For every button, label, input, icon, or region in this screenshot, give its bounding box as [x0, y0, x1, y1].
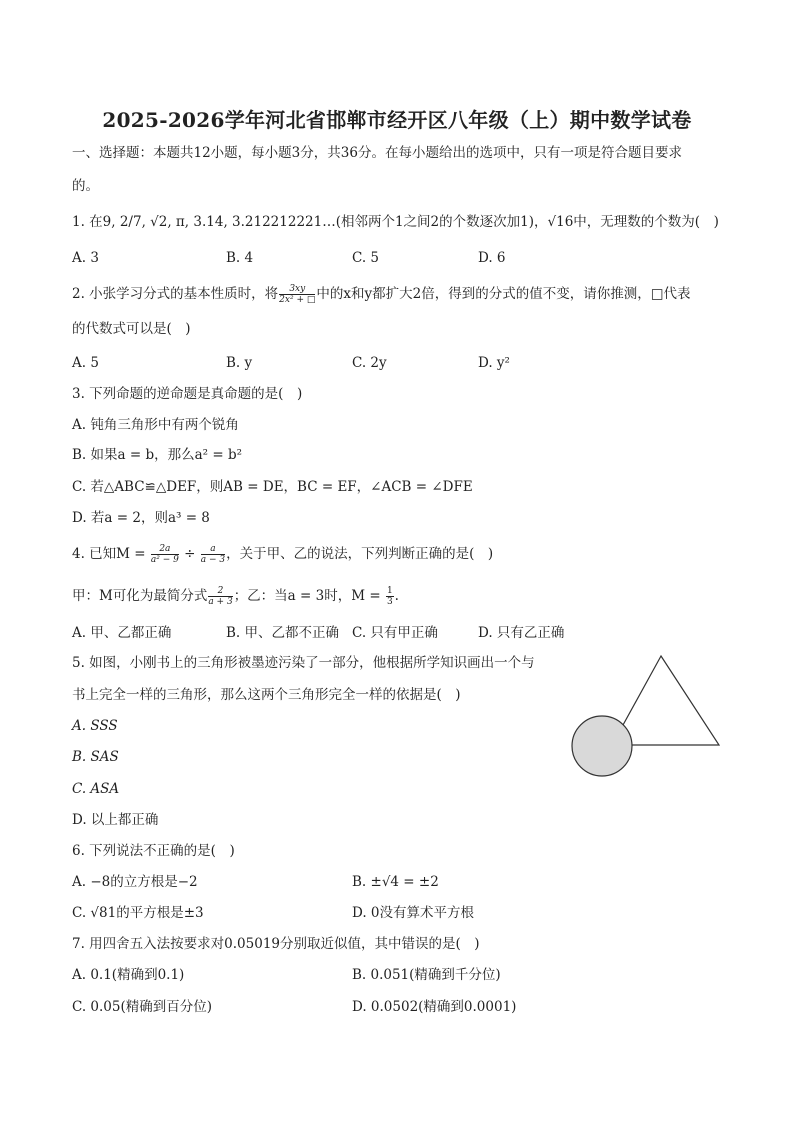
q4-fraction-4 [386, 586, 394, 607]
q7-option-b: B. 0.051(精确到千分位) [352, 967, 501, 983]
question-2-stem-cont: 的代数式可以是( ) [72, 321, 191, 337]
q4-frac3-den: a + 3 [208, 597, 233, 607]
q5-option-a: A. SSS [72, 718, 118, 734]
q3-option-a: A. 钝角三角形中有两个锐角 [72, 417, 239, 433]
q4-option-b: B. 甲、乙都不正确 [226, 625, 340, 641]
question-1-body: 9, 2/7, √2, π, 3.14, 3.212212221…(相邻两个1之间2的个数逐次加1)， [102, 214, 548, 230]
q4-fraction-3 [208, 586, 232, 607]
q4-frac3-num: 2 [208, 586, 232, 597]
question-4-stem [72, 544, 493, 565]
page-title: 2025-2026学年河北省邯郸市经开区八年级（上）期中数学试卷 [102, 108, 692, 132]
q4-fraction-2 [201, 544, 225, 565]
q6-option-b: B. ±√4 = ±2 [352, 874, 439, 890]
question-7-stem: 7. 用四舍五入法按要求对0.05019分别取近似值，其中错误的是( ) [72, 936, 480, 952]
q1-option-c: C. 5 [352, 250, 380, 266]
q4-line2-b: ；乙：当a = 3时，M = [233, 588, 385, 604]
q4-text-a: 4. 已知M = [72, 546, 150, 562]
q2-option-a: A. 5 [72, 355, 99, 371]
q7-option-d: D. 0.0502(精确到0.0001) [352, 999, 517, 1015]
q2-frac-num: 3xy [279, 284, 315, 295]
question-5-stem: 5. 如图，小刚书上的三角形被墨迹污染了一部分，他根据所学知识画出一个与 [72, 655, 535, 671]
q3-option-b: B. 如果a = b，那么a² = b² [72, 447, 242, 463]
q4-option-c: C. 只有甲正确 [352, 625, 438, 641]
q4-option-d: D. 只有乙正确 [478, 625, 565, 641]
q2-text-a: 2. 小张学习分式的基本性质时，将 [72, 286, 279, 302]
q4-text-b: ，关于甲、乙的说法，下列判断正确的是( ) [226, 546, 494, 562]
question-2-stem [72, 284, 690, 305]
q4-line2-c: . [394, 588, 399, 604]
q4-frac1-den: a² − 9 [150, 555, 179, 565]
section-heading: 一、选择题：本题共12小题，每小题3分，共36分。在每小题给出的选项中，只有一项是符合题目要求 [72, 145, 682, 161]
q1-option-b: B. 4 [226, 250, 254, 266]
question-6-stem: 6. 下列说法不正确的是( ) [72, 843, 235, 859]
q4-line2-a: 甲：M可化为最简分式 [72, 588, 208, 604]
q2-option-c: C. 2y [352, 355, 387, 371]
q3-option-d: D. 若a = 2，则a³ = 8 [72, 510, 210, 526]
q6-option-a: A. −8的立方根是−2 [72, 874, 198, 890]
q5-option-d: D. 以上都正确 [72, 812, 159, 828]
q2-frac-den: 2x² + □ [279, 295, 316, 305]
q2-option-b: B. y [226, 355, 253, 371]
q2-fraction [279, 284, 315, 305]
q2-text-b: 中的x和y都扩大2倍，得到的分式的值不变，请你推测，□代表 [316, 286, 691, 302]
q6-option-d: D. 0没有算术平方根 [352, 905, 475, 921]
q4-option-a: A. 甲、乙都正确 [72, 625, 172, 641]
q4-frac4-num: 1 [386, 586, 393, 596]
q4-frac2-num: a [201, 544, 225, 555]
q4-frac4-den: 3 [386, 597, 393, 607]
question-3-stem: 3. 下列命题的逆命题是真命题的是( ) [72, 386, 303, 402]
q5-option-c: C. ASA [72, 781, 120, 797]
q7-option-a: A. 0.1(精确到0.1) [72, 967, 185, 983]
q5-option-b: B. SAS [72, 749, 119, 765]
triangle-ink-figure [565, 650, 725, 780]
q4-div: ÷ [179, 546, 200, 562]
q1-option-a: A. 3 [72, 250, 99, 266]
q4-fraction-1 [151, 544, 179, 565]
sqrt-sign: √ [547, 214, 557, 230]
q1-option-d: D. 6 [478, 250, 506, 266]
question-5-stem-cont: 书上完全一样的三角形，那么这两个三角形完全一样的依据是( ) [72, 687, 461, 703]
q7-option-c: C. 0.05(精确到百分位) [72, 999, 213, 1015]
question-1-stem [72, 213, 719, 231]
q4-frac2-den: a − 3 [200, 555, 226, 565]
ink-blot [572, 716, 632, 776]
question-1-tail: 16中，无理数的个数为( ) [556, 214, 719, 230]
question-4-line2 [72, 586, 399, 607]
q6-option-c: C. √81的平方根是±3 [72, 905, 204, 921]
q2-option-d: D. y² [478, 355, 510, 371]
q3-option-c: C. 若△ABC≌△DEF，则AB = DE，BC = EF，∠ACB = ∠DFE [72, 479, 473, 495]
question-1-prefix: 1. 在 [72, 214, 103, 230]
section-heading-cont: 的。 [72, 178, 99, 194]
q4-frac1-num: 2a [151, 544, 179, 555]
